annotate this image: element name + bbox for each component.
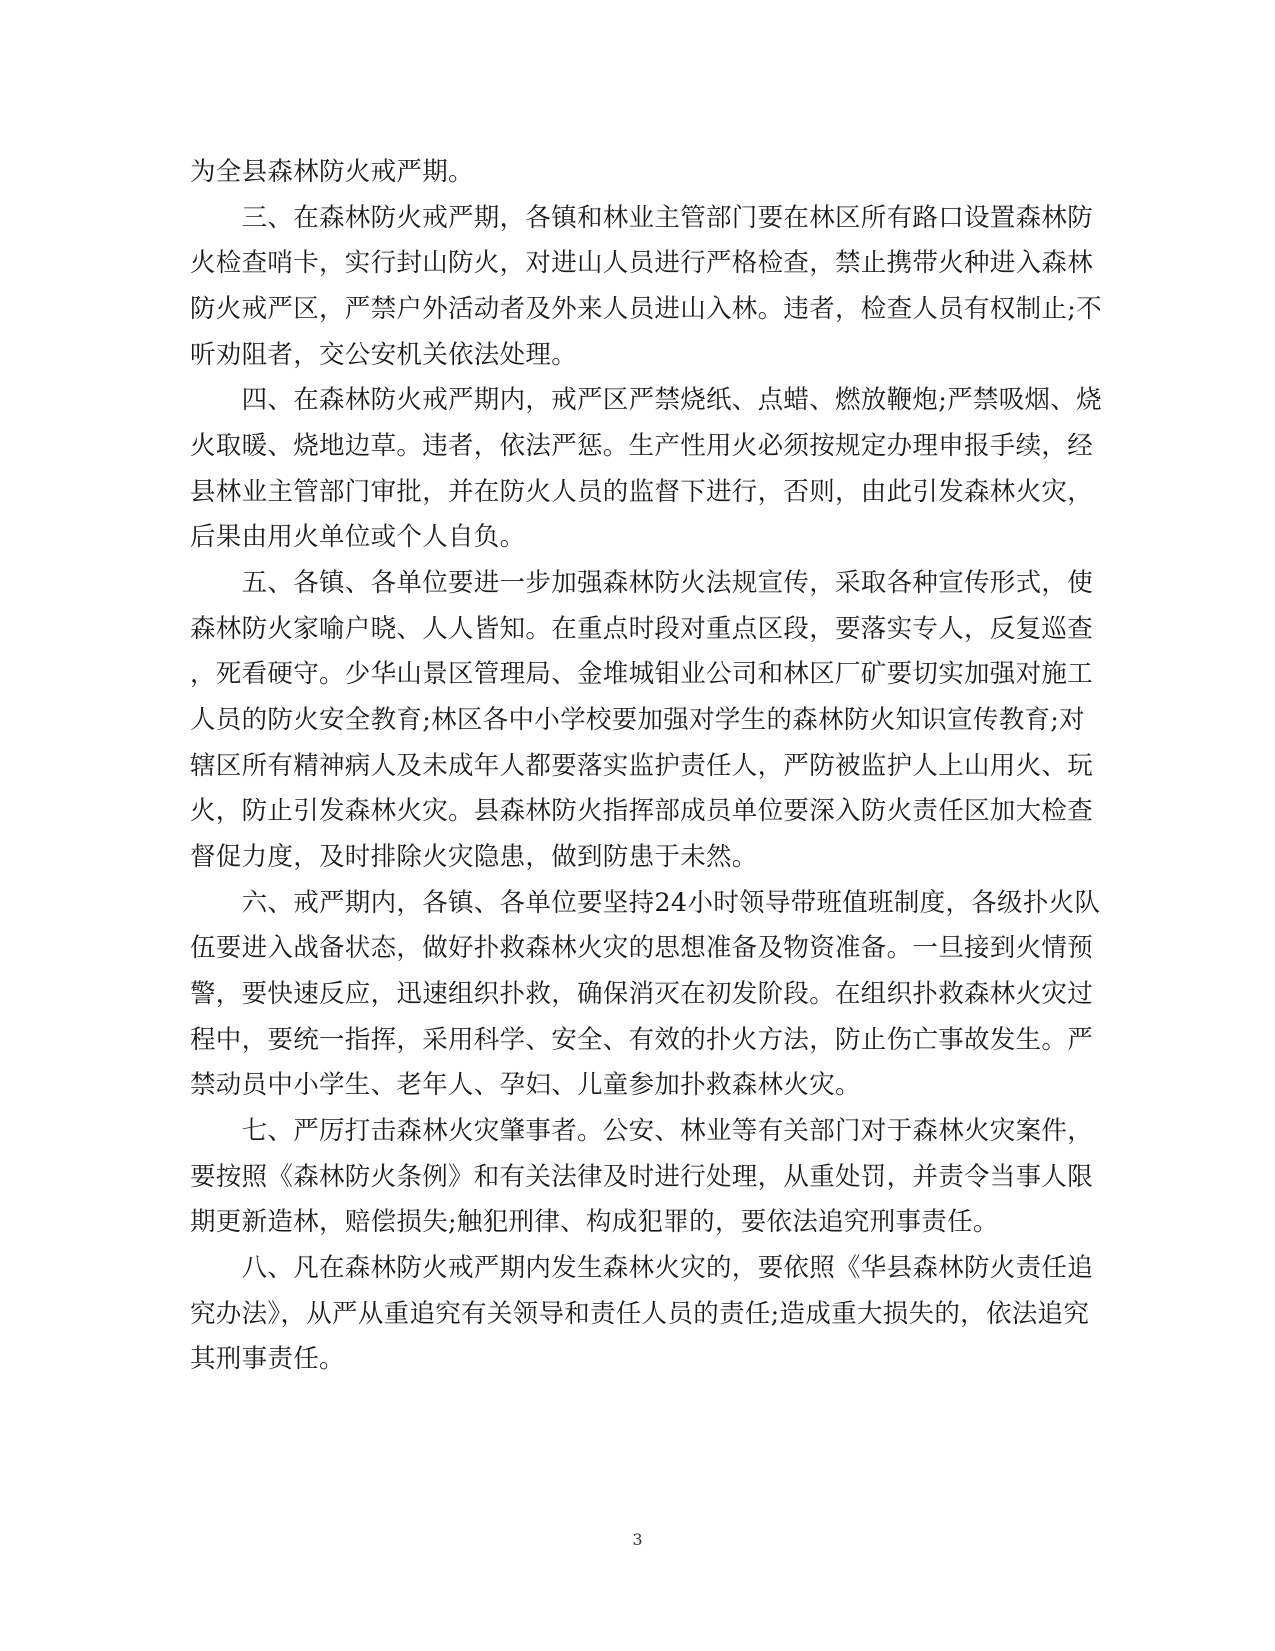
text-line: 防火戒严区，严禁户外活动者及外来人员进山入林。违者，检查人员有权制止;不 — [190, 294, 1102, 324]
text-line: 伍要进入战备状态，做好扑救森林火灾的思想准备及物资准备。一旦接到火情预 — [190, 933, 1094, 963]
text-line: 后果由用火单位或个人自负。 — [190, 522, 526, 552]
text-line: 听劝阻者，交公安机关依法处理。 — [190, 340, 578, 370]
text-line: 为全县森林防火戒严期。 — [190, 157, 474, 187]
text-line: 四、在森林防火戒严期内，戒严区严禁烧纸、点蜡、燃放鞭炮;严禁吸烟、烧 — [190, 385, 1102, 415]
text-line: 人员的防火安全教育;林区各中小学校要加强对学生的森林防火知识宣传教育;对 — [190, 705, 1085, 735]
text-line: ，死看硬守。少华山景区管理局、金堆城钼业公司和林区厂矿要切实加强对施工 — [190, 659, 1094, 689]
text-line: 八、凡在森林防火戒严期内发生森林火灾的，要依照《华县森林防火责任追 — [190, 1253, 1094, 1283]
text-line: 县林业主管部门审批，并在防火人员的监督下进行，否则，由此引发森林火灾， — [190, 477, 1094, 507]
page-number: 3 — [632, 1530, 643, 1549]
text-line: 期更新造林，赔偿损失;触犯刑律、构成犯罪的，要依法追究刑事责任。 — [190, 1207, 999, 1237]
text-line: 火取暖、烧地边草。违者，依法严惩。生产性用火必须按规定办理申报手续，经 — [190, 431, 1094, 461]
text-line: 辖区所有精神病人及未成年人都要落实监护责任人，严防被监护人上山用火、玩 — [190, 751, 1094, 781]
text-line: 禁动员中小学生、老年人、孕妇、儿童参加扑救森林火灾。 — [190, 1070, 861, 1100]
text-line: 森林防火家喻户晓、人人皆知。在重点时段对重点区段，要落实专人，反复巡查 — [190, 614, 1094, 644]
text-line: 五、各镇、各单位要进一步加强森林防火法规宣传，采取各种宣传形式，使 — [190, 568, 1094, 598]
text-line: 警，要快速反应，迅速组织扑救，确保消灭在初发阶段。在组织扑救森林火灾过 — [190, 979, 1094, 1009]
text-line: 六、戒严期内，各镇、各单位要坚持24小时领导带班值班制度，各级扑火队 — [190, 888, 1101, 918]
text-line: 要按照《森林防火条例》和有关法律及时进行处理，从重处罚，并责令当事人限 — [190, 1162, 1094, 1192]
text-line: 七、严厉打击森林火灾肇事者。公安、林业等有关部门对于森林火灾案件， — [190, 1116, 1094, 1146]
text-line: 究办法》，从严从重追究有关领导和责任人员的责任;造成重大损失的，依法追究 — [190, 1299, 1090, 1329]
text-line: 火，防止引发森林火灾。县森林防火指挥部成员单位要深入防火责任区加大检查 — [190, 796, 1094, 826]
text-line: 火检查哨卡，实行封山防火，对进山人员进行严格检查，禁止携带火种进入森林 — [190, 248, 1094, 278]
text-line: 三、在森林防火戒严期，各镇和林业主管部门要在林区所有路口设置森林防 — [190, 203, 1094, 233]
text-line: 程中，要统一指挥，采用科学、安全、有效的扑火方法，防止伤亡事故发生。严 — [190, 1025, 1094, 1055]
text-line: 督促力度，及时排除火灾隐患，做到防患于未然。 — [190, 842, 758, 872]
text-line: 其刑事责任。 — [190, 1344, 345, 1374]
